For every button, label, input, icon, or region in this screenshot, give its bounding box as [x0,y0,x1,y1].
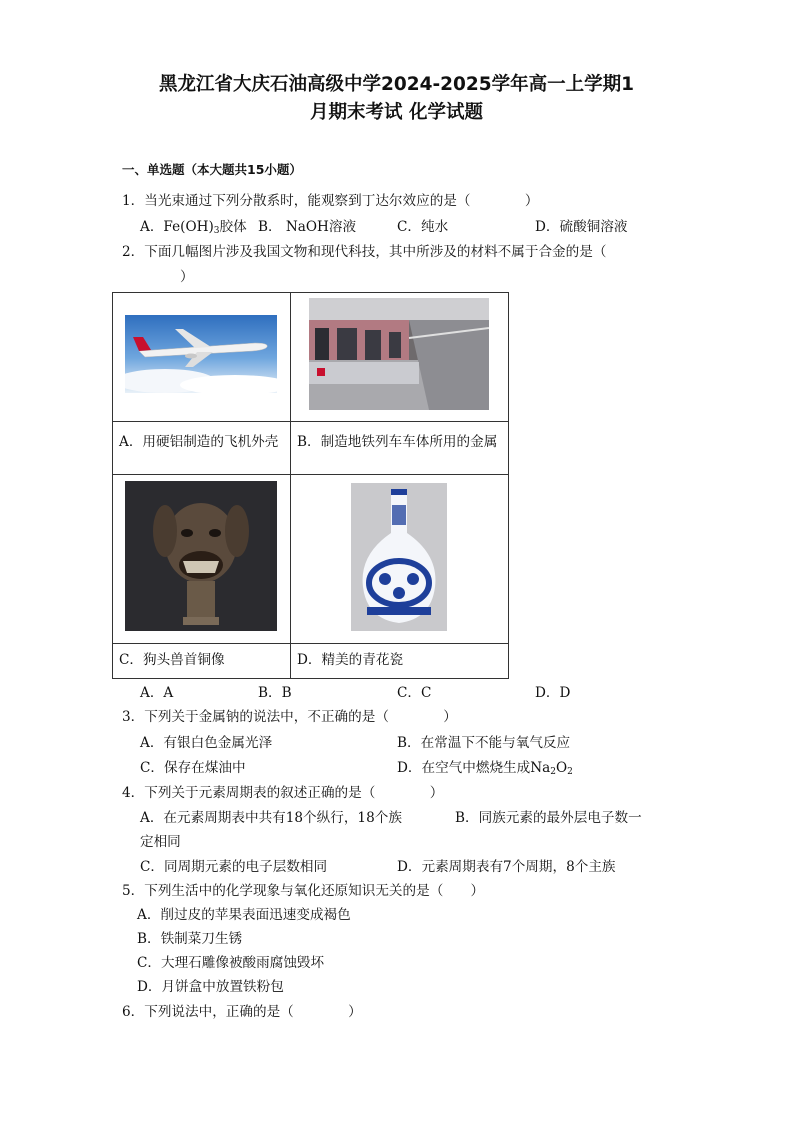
cell-a-caption: A．用硬铝制造的飞机外壳 [113,422,291,475]
airplane-photo [125,315,277,393]
q4-option-a: A．在元素周期表中共有18个纵行，18个族 [140,810,402,826]
section-heading: 一、单选题（本大题共15小题） [122,162,302,177]
cell-d-image [291,475,509,644]
q1-option-d: D．硫酸铜溶液 [535,219,628,235]
q1-option-c: C．纯水 [397,219,449,235]
q5-option-a: A．削过皮的苹果表面迅速变成褐色 [137,907,351,923]
cell-c-image [113,475,291,644]
blue-white-vase-photo [351,483,447,631]
cell-d-caption: D．精美的青花瓷 [291,644,509,679]
q5-stem: 5．下列生活中的化学现象与氧化还原知识无关的是（ ） [122,883,485,899]
q1-option-b: B． NaOH溶液 [258,219,357,235]
q2-option-c: C．C [397,685,432,701]
q3-option-a: A．有银白色金属光泽 [140,735,273,751]
q5-option-d: D．月饼盒中放置铁粉包 [137,979,284,995]
q2-option-d: D．D [535,685,571,701]
q2-stem: 2．下面几幅图片涉及我国文物和现代科技，其中所涉及的材料不属于合金的是（ [122,244,607,260]
bronze-dog-head-photo [125,481,277,631]
subway-photo [309,298,489,410]
q4-stem: 4．下列关于元素周期表的叙述正确的是（ ） [122,785,444,801]
q4-option-d: D．元素周期表有7个周期，8个主族 [397,859,616,875]
q3-option-c: C．保存在煤油中 [140,760,246,776]
q1-option-a: A．$Fe(OH)_3$胶体 [140,219,247,236]
q4-option-b-cont: 定相同 [140,834,181,850]
cell-b-image [291,293,509,422]
q4-option-b: B．同族元素的最外层电子数一 [455,810,642,826]
q1-stem: 1．当光束通过下列分散系时，能观察到丁达尔效应的是（ ） [122,193,539,209]
q5-option-c: C．大理石雕像被酸雨腐蚀毁坏 [137,955,325,971]
q3-stem: 3．下列关于金属钠的说法中，不正确的是（ ） [122,709,457,725]
q3-option-b: B．在常温下不能与氧气反应 [397,735,571,751]
q2-option-a: A．A [140,685,174,701]
cell-c-caption: C．狗头兽首铜像 [113,644,291,679]
cell-b-caption: B．制造地铁列车车体所用的金属 [291,422,509,475]
q6-stem: 6．下列说法中，正确的是（ ） [122,1004,362,1020]
page-title-line1: 黑龙江省大庆石油高级中学2024-2025学年高一上学期1 [158,74,635,95]
q3-option-d: D．在空气中燃烧生成$Na_2O_2$ [397,760,573,777]
page-title-line2: 月期末考试 化学试题 [310,102,483,123]
q2-image-table [112,292,509,679]
cell-a-image [113,293,291,422]
q4-option-c: C．同周期元素的电子层数相同 [140,859,328,875]
q2-stem-end: ） [180,269,194,285]
q2-option-b: B．B [258,685,292,701]
q5-option-b: B．铁制菜刀生锈 [137,931,243,947]
